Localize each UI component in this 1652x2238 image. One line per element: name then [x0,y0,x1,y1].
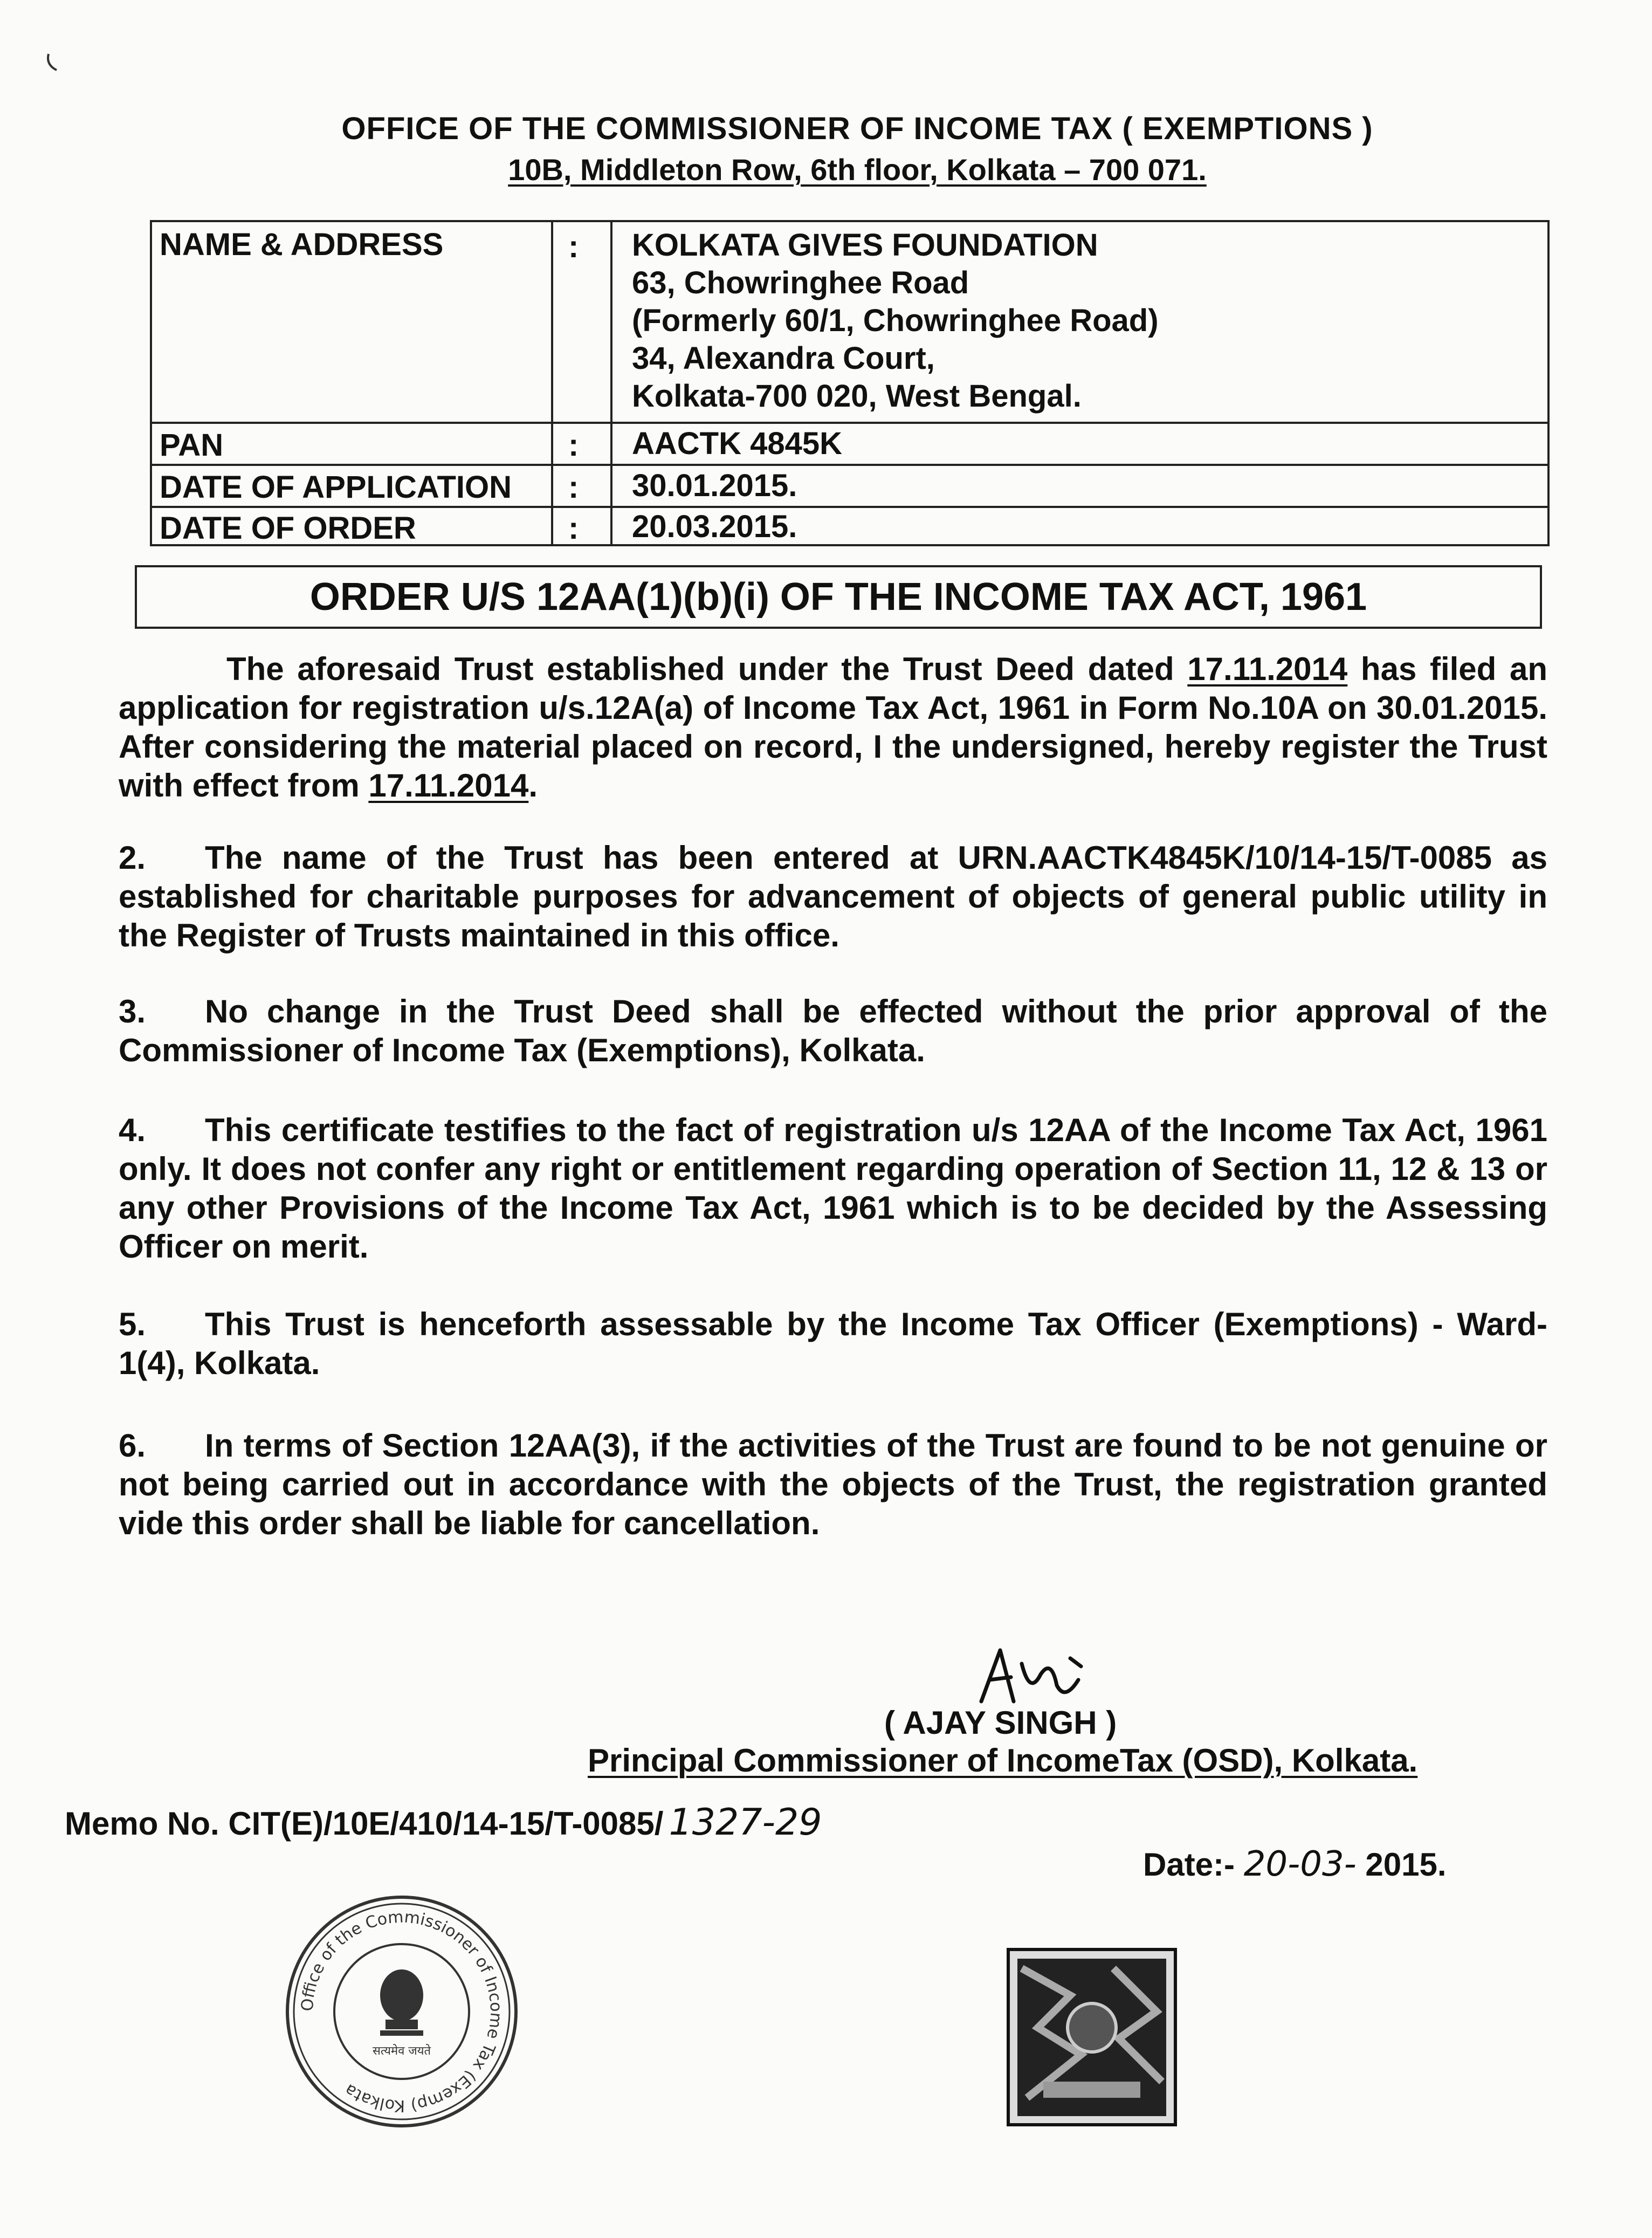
paragraph-text: has filed an application for registration u/s.12A(a) of Income Tax Act, 1961 in Form No.10A on 30.01.2015. After considering the material placed on record, I the undersigned, hereby register the Trust with effect from [119,651,1547,804]
address-line: 63, Chowringhee Road [632,265,969,300]
separator: : [568,229,579,264]
paragraph-1 [119,650,1547,805]
pan-value: AACTK 4845K [632,426,842,461]
order-title: ORDER U/S 12AA(1)(b)(i) OF THE INCOME TAX ACT, 1961 [135,565,1542,629]
paragraph-text: In terms of Section 12AA(3), if the activities of the Trust are found to be not genuine or not being carried out in accordance with the objects of the Trust, the registration granted vide this order shall be liable for cancellation. [119,1427,1547,1541]
order-date-label: DATE OF ORDER [160,511,416,546]
paragraph-5 [119,1305,1547,1383]
paragraph-number: 6. [119,1427,146,1464]
date-label: Date:- [1143,1846,1244,1883]
separator: : [568,470,579,505]
paragraph-number: 3. [119,993,146,1029]
signatory-title: Principal Commissioner of IncomeTax (OSD), Kolkata. [588,1742,1418,1779]
date-handwritten: 20-03- [1243,1844,1357,1884]
separator: : [568,428,579,463]
memo-handwritten: 1327-29 [669,1801,822,1844]
memo-number [65,1801,822,1844]
office-address: 10B, Middleton Row, 6th floor, Kolkata – 700 071. [508,153,1207,187]
paragraph-text: . [528,767,538,804]
trust-deed-date: 17.11.2014 [1187,651,1348,687]
table-row-application-date [152,464,1547,506]
application-date-label: DATE OF APPLICATION [160,470,512,505]
seal-motto: सत्यमेव जयते [372,2044,431,2058]
paragraph-number: 2. [119,840,146,876]
paragraph-text: No change in the Trust Deed shall be effected without the prior approval of the Commissioner of Income Tax (Exemptions), Kolkata. [119,993,1547,1068]
info-table [150,220,1550,546]
paragraph-text: This Trust is henceforth assessable by the Income Tax Officer (Exemptions) - Ward-1(4), Kolkata. [119,1306,1547,1381]
paragraph-4 [119,1111,1547,1266]
paragraph-2 [119,839,1547,955]
name-address-value [632,226,1159,415]
order-date-value: 20.03.2015. [632,509,797,544]
order-date-footer [1143,1844,1447,1884]
dept-stamp-image [1006,1947,1178,2127]
paragraph-text: This certificate testifies to the fact of registration u/s 12AA of the Income Tax Act, 1961 only. It does not confer any right or entitlement regarding operation of Section 11, 12 & 13 or any other Provisions of the Income Tax Act, 1961 which is to be decided by the Assessing Officer on merit. [119,1112,1547,1265]
paragraph-number: 4. [119,1112,146,1148]
address-line: (Formerly 60/1, Chowringhee Road) [632,303,1159,338]
signatory-name: ( AJAY SINGH ) [884,1705,1117,1741]
application-date-value: 30.01.2015. [632,468,797,503]
table-row-pan [152,422,1547,464]
name-address-label: NAME & ADDRESS [160,227,444,262]
office-seal [283,1893,520,2130]
handwritten-signature [970,1642,1095,1712]
table-row-order-date [152,506,1547,546]
office-heading: OFFICE OF THE COMMISSIONER OF INCOME TAX ( EXEMPTIONS ) [341,111,1373,146]
paragraph-3 [119,992,1547,1070]
date-year: 2015. [1356,1846,1447,1883]
paragraph-6 [119,1426,1547,1543]
effective-date: 17.11.2014 [368,767,529,804]
seal-ring-text: Office of the Commissioner of Income Tax (Exemp) Kolkata [298,1907,506,2116]
table-row-name-address [152,222,1547,422]
paragraph-text: The aforesaid Trust established under the Trust Deed dated [226,651,1188,687]
address-line: 34, Alexandra Court, [632,341,935,376]
memo-label: Memo No. CIT(E)/10E/410/14-15/T-0085/ [65,1805,664,1842]
address-line: KOLKATA GIVES FOUNDATION [632,228,1098,263]
paragraph-text: The name of the Trust has been entered at URN.AACTK4845K/10/14-15/T-0085 as established for charitable purposes for advancement of objects of general public utility in the Register of Trusts maintained in this office. [119,840,1547,953]
scan-mark [43,51,75,73]
pan-label: PAN [160,428,224,463]
separator: : [568,511,579,546]
emblem-icon [380,1969,423,2036]
address-line: Kolkata-700 020, West Bengal. [632,379,1082,414]
paragraph-number: 5. [119,1306,146,1342]
